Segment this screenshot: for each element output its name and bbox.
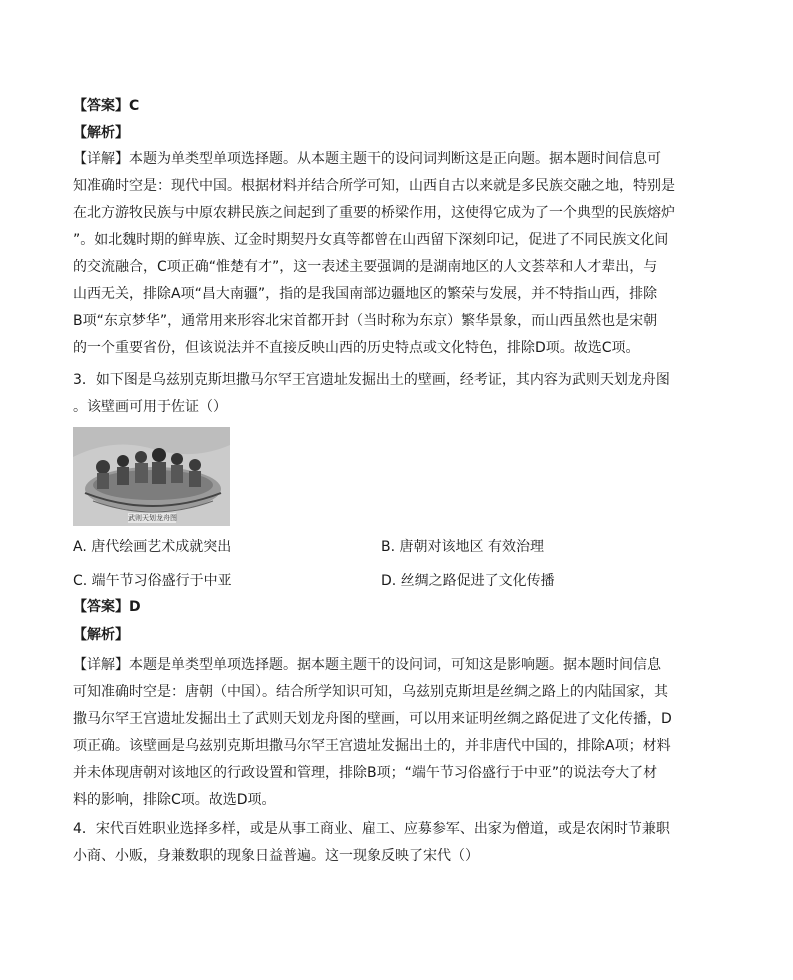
question-stem: 3．如下图是乌兹别克斯坦撒马尔罕王宫遗址发掘出土的壁画，经考证，其内容为武则天划龙舟图 (73, 372, 670, 388)
option-a: A. 唐代绘画艺术成就突出 (73, 539, 232, 555)
detail-line: 撒马尔罕王宫遗址发掘出土了武则天划龙舟图的壁画，可以用来证明丝绸之路促进了文化传播，D (73, 711, 672, 727)
answer-line-q2 (73, 97, 139, 115)
detail-line: 的交流融合，C项正确“惟楚有才”，这一表述主要强调的是湖南地区的人文荟萃和人才辈出，与 (73, 259, 658, 275)
question-stem: 。该壁画可用于佐证（） (73, 399, 227, 415)
question-stem: 4．宋代百姓职业选择多样，或是从事工商业、雇工、应募参军、出家为僧道，或是农闲时节兼职 (73, 821, 670, 837)
answer-label: 【答案】 (73, 599, 129, 615)
answer-value: C (129, 98, 140, 114)
detail-line: 知准确时空是：现代中国。根据材料并结合所学可知，山西自古以来就是多民族交融之地，特别是 (73, 178, 675, 194)
question-stem: 小商、小贩，身兼数职的现象日益普遍。这一现象反映了宋代（） (73, 848, 479, 864)
option-b: B. 唐朝对该地区 有效治理 (381, 539, 544, 555)
detail-line: 并未体现唐朝对该地区的行政设置和管理，排除B项；“端午节习俗盛行于中亚”的说法夸大了材 (73, 765, 658, 781)
mural-image (73, 427, 230, 526)
detail-line: 山西无关，排除A项“昌大南疆”，指的是我国南部边疆地区的繁荣与发展，并不特指山西，排除 (73, 286, 658, 302)
mural-figure (73, 427, 230, 526)
detail-line: 在北方游牧民族与中原农耕民族之间起到了重要的桥梁作用，这使得它成为了一个典型的民族熔炉 (73, 205, 675, 221)
detail-line: B项“东京梦华”，通常用来形容北宋首都开封（当时称为东京）繁华景象，而山西虽然也是宋朝 (73, 313, 658, 329)
detail-line: 项正确。该壁画是乌兹别克斯坦撒马尔罕王宫遗址发掘出土的，并非唐代中国的，排除A项；材料 (73, 738, 671, 754)
answer-line-q3 (73, 598, 141, 616)
detail-line: 【详解】本题是单类型单项选择题。据本题主题干的设问词，可知这是影响题。据本题时间信息 (73, 657, 661, 673)
option-d: D. 丝绸之路促进了文化传播 (381, 573, 555, 589)
option-c: C. 端午节习俗盛行于中亚 (73, 573, 232, 589)
answer-value: D (129, 599, 141, 615)
detail-line: ”。如北魏时期的鲜卑族、辽金时期契丹女真等都曾在山西留下深刻印记，促进了不同民族文化间 (73, 232, 669, 248)
analysis-label-q3: 【解析】 (73, 627, 129, 643)
analysis-label-q2: 【解析】 (73, 125, 129, 141)
mural-caption: 武则天划龙舟图 (128, 514, 177, 522)
detail-line: 的一个重要省份，但该说法并不直接反映山西的历史特点或文化特色，排除D项。故选C项。 (73, 340, 640, 356)
detail-line: 【详解】本题为单类型单项选择题。从本题主题干的设问词判断这是正向题。据本题时间信息可 (73, 151, 661, 167)
detail-line: 料的影响，排除C项。故选D项。 (73, 792, 276, 808)
answer-label: 【答案】 (73, 98, 129, 114)
detail-line: 可知准确时空是：唐朝（中国）。结合所学知识可知，乌兹别克斯坦是丝绸之路上的内陆国家，其 (73, 684, 668, 700)
